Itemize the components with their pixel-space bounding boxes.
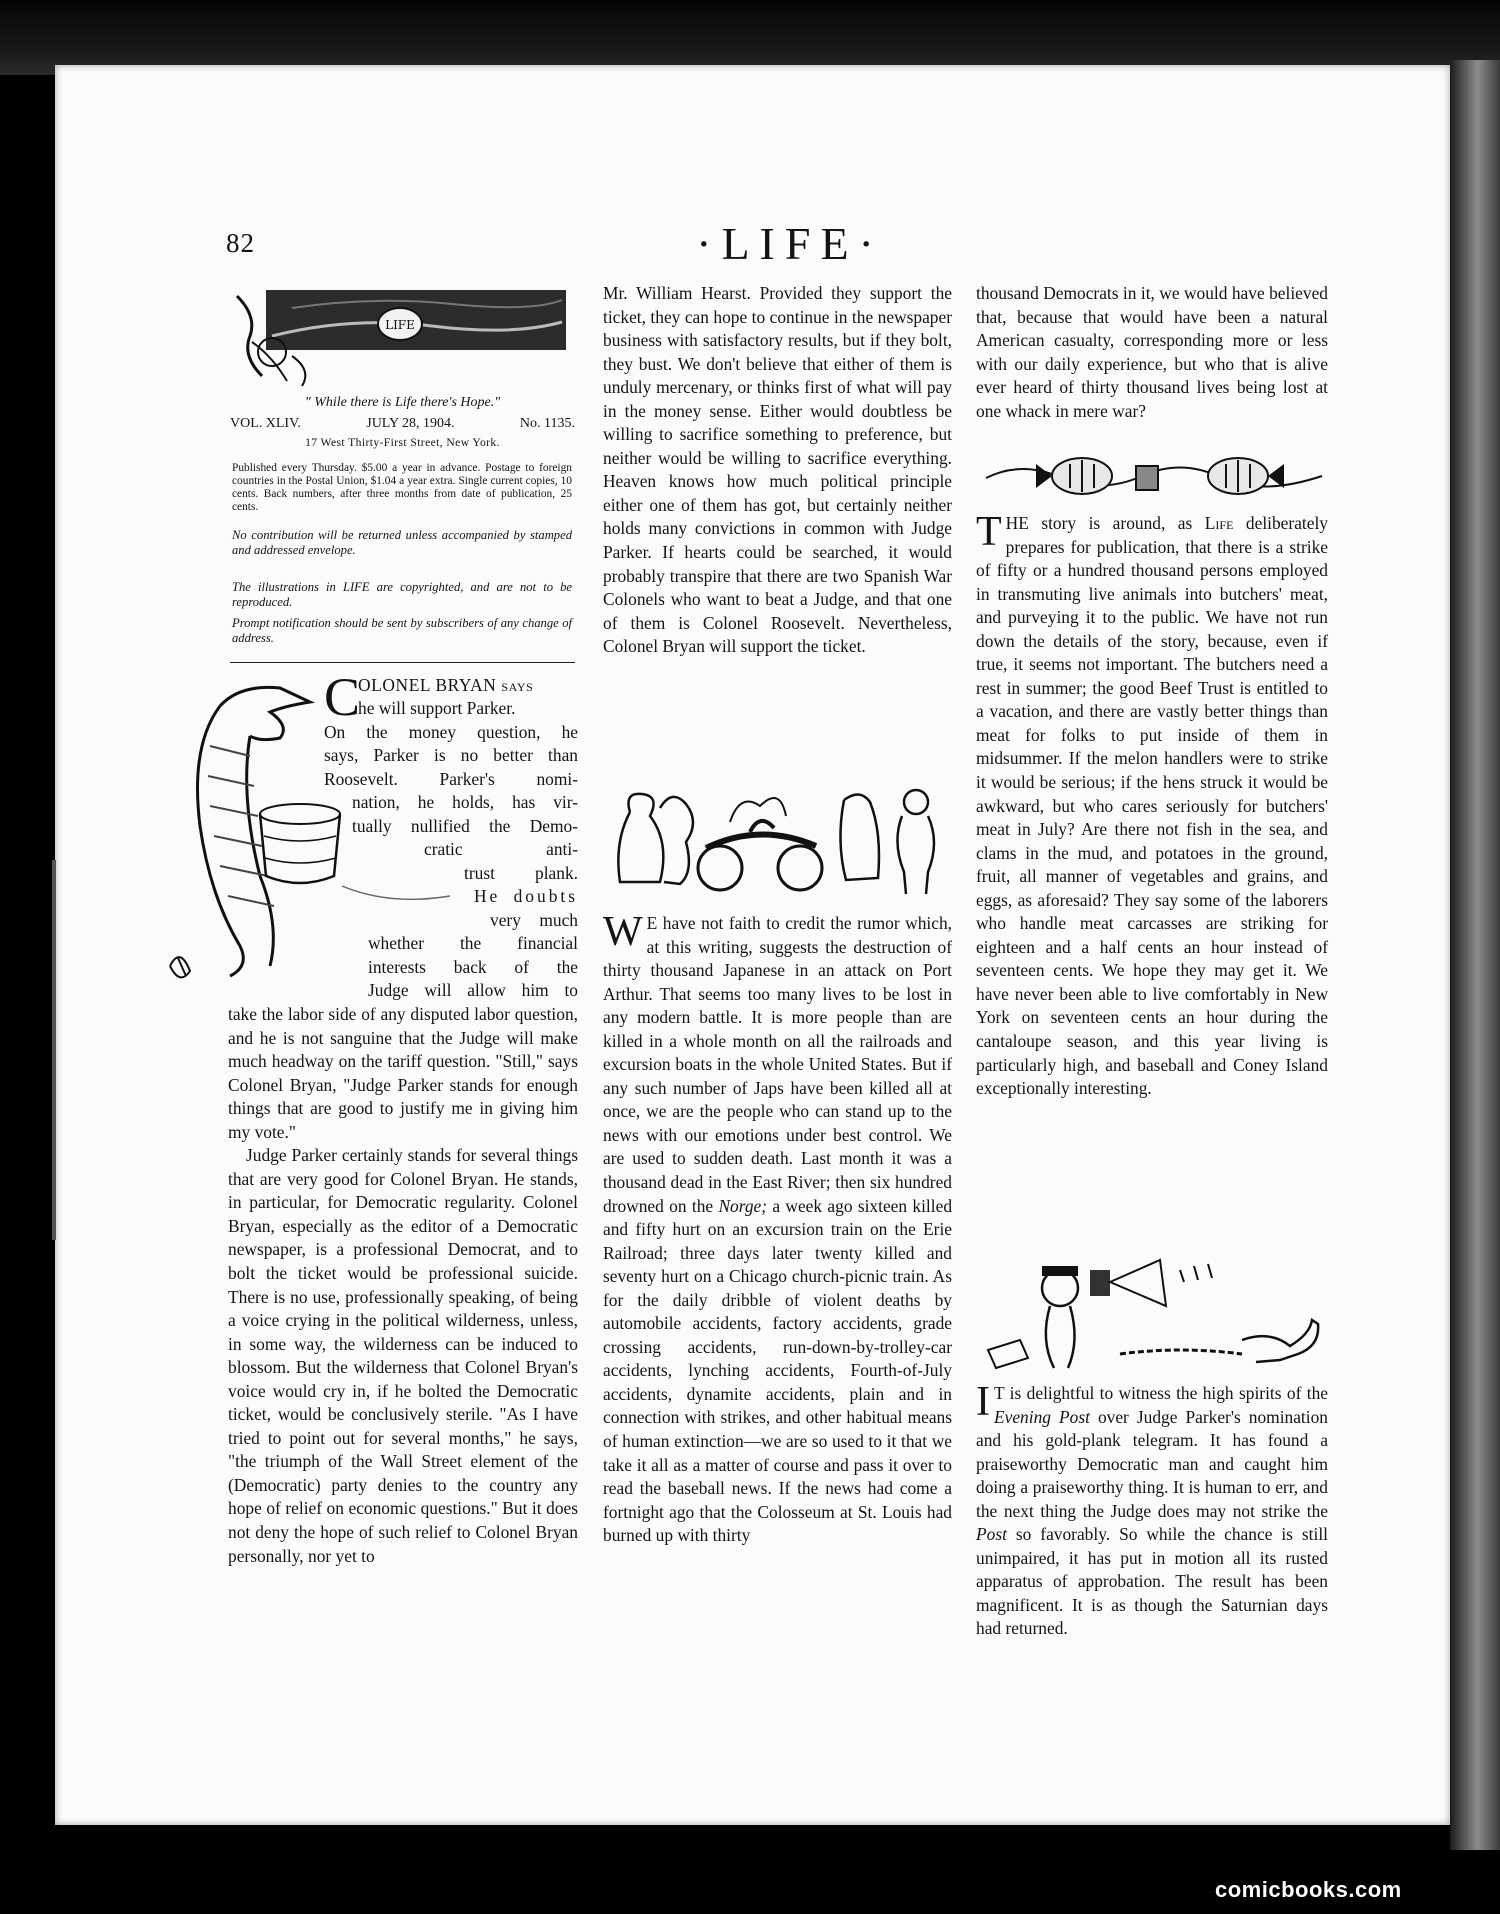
header-divider bbox=[230, 662, 575, 663]
bryan-line-10: He doubts bbox=[474, 886, 578, 906]
dropcap-w: W bbox=[603, 909, 643, 955]
dropcap-t: T bbox=[976, 509, 1002, 555]
issue-date: JULY 28, 1904. bbox=[366, 416, 455, 431]
article-port-arthur bbox=[603, 909, 953, 1548]
binding-edge bbox=[1450, 60, 1500, 1850]
article-hearst bbox=[603, 282, 952, 659]
bryan-line-11: very much bbox=[490, 910, 578, 930]
dropcap-c: C bbox=[324, 667, 361, 727]
issue-number: No. 1135. bbox=[519, 416, 575, 431]
page-gutter-shadow bbox=[52, 860, 56, 1240]
address-change-notice: Prompt notification should be sent by subscribers of any change of address. bbox=[232, 616, 572, 645]
war-casualty-paragraph: thousand Democrats in it, we would have believed that, because that would have been a natural American casualty, corresponding more or less with our daily experience, but who that is alive ever heard of thirty thousand lives being lost at one whack in mere war? bbox=[976, 283, 1328, 421]
phonograph-dog-illustration bbox=[980, 1250, 1330, 1374]
bryan-paragraph-1-end: take the labor side of any disputed labor question, and he is not sanguine that the Judge will make much headway on the tariff question. "Still," says Colonel Bryan, "Judge Parker stands for enough things that are good to justify me in giving him my vote." bbox=[228, 1004, 578, 1142]
article-evening-post bbox=[976, 1379, 1328, 1641]
bryan-line-12: whether the financial bbox=[368, 933, 578, 953]
contribution-notice: No contribution will be returned unless accompanied by stamped and addressed envelope. bbox=[232, 528, 572, 557]
bryan-line-8: cratic anti- bbox=[424, 839, 578, 859]
life-banner-illustration bbox=[232, 286, 574, 394]
bryan-line-6: nation, he holds, has vir- bbox=[352, 792, 578, 812]
article-bryan-full bbox=[228, 1003, 578, 1568]
bryan-line-7: tually nullified the Demo- bbox=[352, 816, 578, 836]
bryan-line-13: interests back of the bbox=[368, 957, 578, 977]
bryan-line-3: On the money question, he bbox=[324, 722, 578, 742]
beef-strike-paragraph: THE story is around, as Life deliberately prepares for publication, that there is a strike of fifty or a hundred thousand persons employed in transmuting live animals into butchers' meat, and purveying it to the public. We have not run down the details of the story, because, even if true, it seems not important. The butchers need a rest in summer; the good Beef Trust is entitled to a vacation, and there are vastly better things than meat for folks to put inside of them in midsummer. If the melon handlers were to strike it would be serious; if the hens struck it would be awkward, but who cares seriously for butchers' meat in July? Are there not fish in the sea, and clams in the mud, and potatoes in the ground, fruit, all manner of vegetables and grains, and eggs, as aforesaid? They say some of the laborers who handle meat carcasses are striking for eighteen and a half cents an hour instead of seventeen cents. We hope they may get it. We have never been able to live comfortably in New York on seventeen cents an hour during the cantaloupe season, and this year living is particularly high, and baseball and Coney Island exceptionally interesting. bbox=[976, 509, 1328, 1099]
bryan-line-4: says, Parker is no better than bbox=[324, 745, 578, 765]
evening-post-paragraph: I T is delightful to witness the high spirits of the Evening Post over Judge Parker's nomination and his gold-plank telegram. It has found a praiseworthy Democratic man and caught him doing a praiseworthy thing. It is human to err, and the next thing the Judge does may not strike the Post so favorably. So while the chance is still unimpaired, it has put in motion all its rusted apparatus of approbation. The result has been magnificent. It is as though the Saturnian days had returned. bbox=[976, 1379, 1328, 1639]
copyright-notice: The illustrations in LIFE are copyrighted, and are not to be reproduced. bbox=[232, 580, 572, 609]
watermark: comicbooks.com bbox=[1215, 1877, 1402, 1902]
volume-line bbox=[230, 416, 575, 432]
fish-border-illustration bbox=[982, 448, 1326, 506]
bryan-line-9: trust plank. bbox=[464, 863, 578, 883]
scan-background-top bbox=[0, 0, 1500, 75]
publisher-address: 17 West Thirty-First Street, New York. bbox=[305, 436, 500, 449]
article-beef-strike bbox=[976, 509, 1328, 1101]
page-number: 82 bbox=[226, 228, 255, 258]
volume: VOL. XLIV. bbox=[230, 416, 301, 431]
article-war-casualty bbox=[976, 282, 1328, 423]
automobile-crash-illustration bbox=[610, 782, 948, 900]
bryan-line-2: he will support Parker. bbox=[358, 698, 516, 718]
bryan-line-14: Judge will allow him to bbox=[368, 980, 578, 1000]
bryan-paragraph-2: Judge Parker certainly stands for several things that are very good for Colonel Bryan. He stands, in particular, for Democratic regularity. Colonel Bryan, especially as the editor of a Democratic newspaper, is a professional Democrat, and to bolt the ticket would be professional suicide. There is no use, professionally speaking, of being a voice crying in the political wilderness, unless, in some way, the wilderness can be induced to blossom. But the wilderness that Colonel Bryan's voice would cry in, if he bolted the Democratic ticket, would be conclusively sterile. "As I have tried to point out for several months," he says, "the triumph of the Wall Street element of the (Democratic) party denies to the country any hope of relief on economic questions." But it does not deny the hope of such relief to Colonel Bryan personally, nor yet to bbox=[228, 1145, 578, 1566]
motto: " While there is Life there's Hope." bbox=[304, 395, 501, 410]
svg-text:LIFE: LIFE bbox=[385, 318, 415, 332]
publication-info: Published every Thursday. $5.00 a year in advance. Postage to foreign countries in the Postal Union, $1.04 a year extra. Single current copies, 10 cents. Back numbers, after three months from date of publication, 25 cents. bbox=[232, 462, 572, 513]
bryan-line-1: OLONEL BRYAN says bbox=[358, 675, 534, 695]
hearst-paragraph: Mr. William Hearst. Provided they support the ticket, they can hope to continue in the newspaper business with satisfactory results, but if they bolt, they bust. We don't believe that either of them is unduly mercenary, or thinks first of what will pay in the money sense. Either would doubtless be willing to sacrifice something to preference, but neither would be willing to sacrifice everything. Heaven knows how much political principle either one of them has got, but certainly neither holds many convictions in common with Judge Parker. If hearts could be searched, it would probably transpire that there are two Spanish War Colonels who want to beat a Judge, and that one of them is Colonel Roosevelt. Nevertheless, Colonel Bryan will support the ticket. bbox=[603, 283, 952, 657]
dropcap-i: I bbox=[976, 1379, 990, 1425]
port-arthur-paragraph: W E have not faith to credit the rumor which, at this writing, suggests the destruction of thirty thousand Japanese in an attack on Port Arthur. That seems too many lives to be lost in any modern battle. It is more people than are killed in a whole month on all the railroads and excursion boats in the whole United States. But if any such number of Japs have been killed all at once, we are the people who can stand up to the news with our emotions under best control. We are used to sudden death. Last month it was a thousand dead in the East River; then six hundred drowned on the Norge; a week ago sixteen killed and fifty hurt on an excursion train on the Erie Railroad; three days later twenty killed and seventy hurt on a Chicago church-picnic train. As for the daily dribble of violent deaths by automobile accidents, factory accidents, grade crossing accidents, run-down-by-trolley-car accidents, lynching accidents, Fourth-of-July accidents, dynamite accidents, plain and in connection with strikes, and other habitual means of human extinction—we are so used to it that we take it all as a matter of course and pass it over to read the baseball news. If the news had come a fortnight ago that the Colosseum at St. Louis had burned up with thirty bbox=[603, 909, 953, 1546]
bryan-line-5: Roosevelt. Parker's nomi- bbox=[324, 769, 578, 789]
masthead-title: ·LIFE· bbox=[696, 218, 884, 269]
